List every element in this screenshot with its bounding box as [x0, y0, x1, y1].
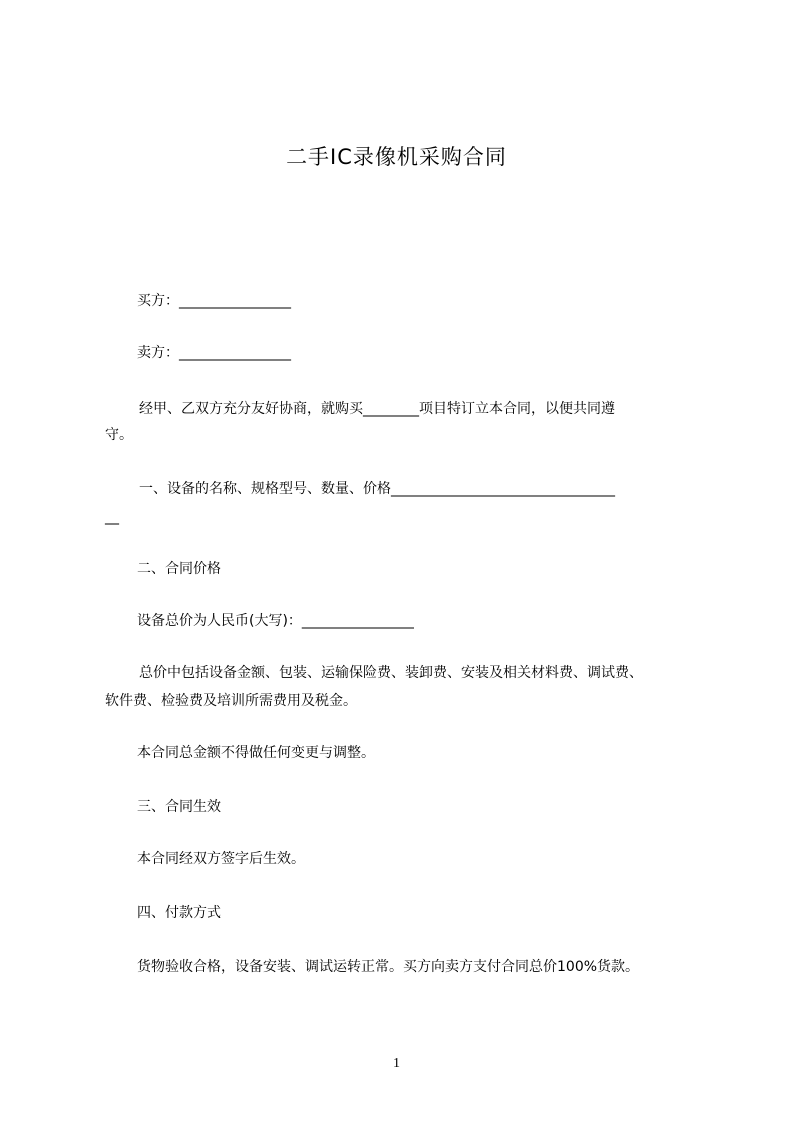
payment-line: 货物验收合格，设备安装、调试运转正常。买方向卖方支付合同总价100%货款。 — [137, 959, 640, 975]
effective-line: 本合同经双方签字后生效。 — [137, 851, 305, 867]
section2-heading: 二、合同价格 — [137, 561, 221, 577]
intro-line-1: 经甲、乙双方充分友好协商，就购买________项目特订立本合同，以便共同遵 — [139, 401, 615, 417]
page-number: 1 — [393, 1056, 400, 1071]
section1-line-2: __ — [105, 509, 119, 525]
total-price-line: 设备总价为人民币(大写)：________________ — [137, 613, 414, 629]
price-includes-line-2: 软件费、检验费及培训所需费用及税金。 — [105, 693, 357, 709]
no-change-line: 本合同总金额不得做任何变更与调整。 — [137, 745, 375, 761]
price-includes-line-1: 总价中包括设备金额、包装、运输保险费、装卸费、安装及相关材料费、调试费、 — [139, 665, 643, 681]
section1-line-1: 一、设备的名称、规格型号、数量、价格________________________________ — [139, 481, 615, 497]
section4-heading: 四、付款方式 — [137, 905, 221, 921]
document-title: 二手IC录像机采购合同 — [286, 145, 507, 169]
intro-line-2: 守。 — [105, 427, 133, 443]
section3-heading: 三、合同生效 — [137, 799, 221, 815]
seller-line: 卖方：________________ — [137, 345, 291, 361]
buyer-line: 买方：________________ — [137, 293, 291, 309]
